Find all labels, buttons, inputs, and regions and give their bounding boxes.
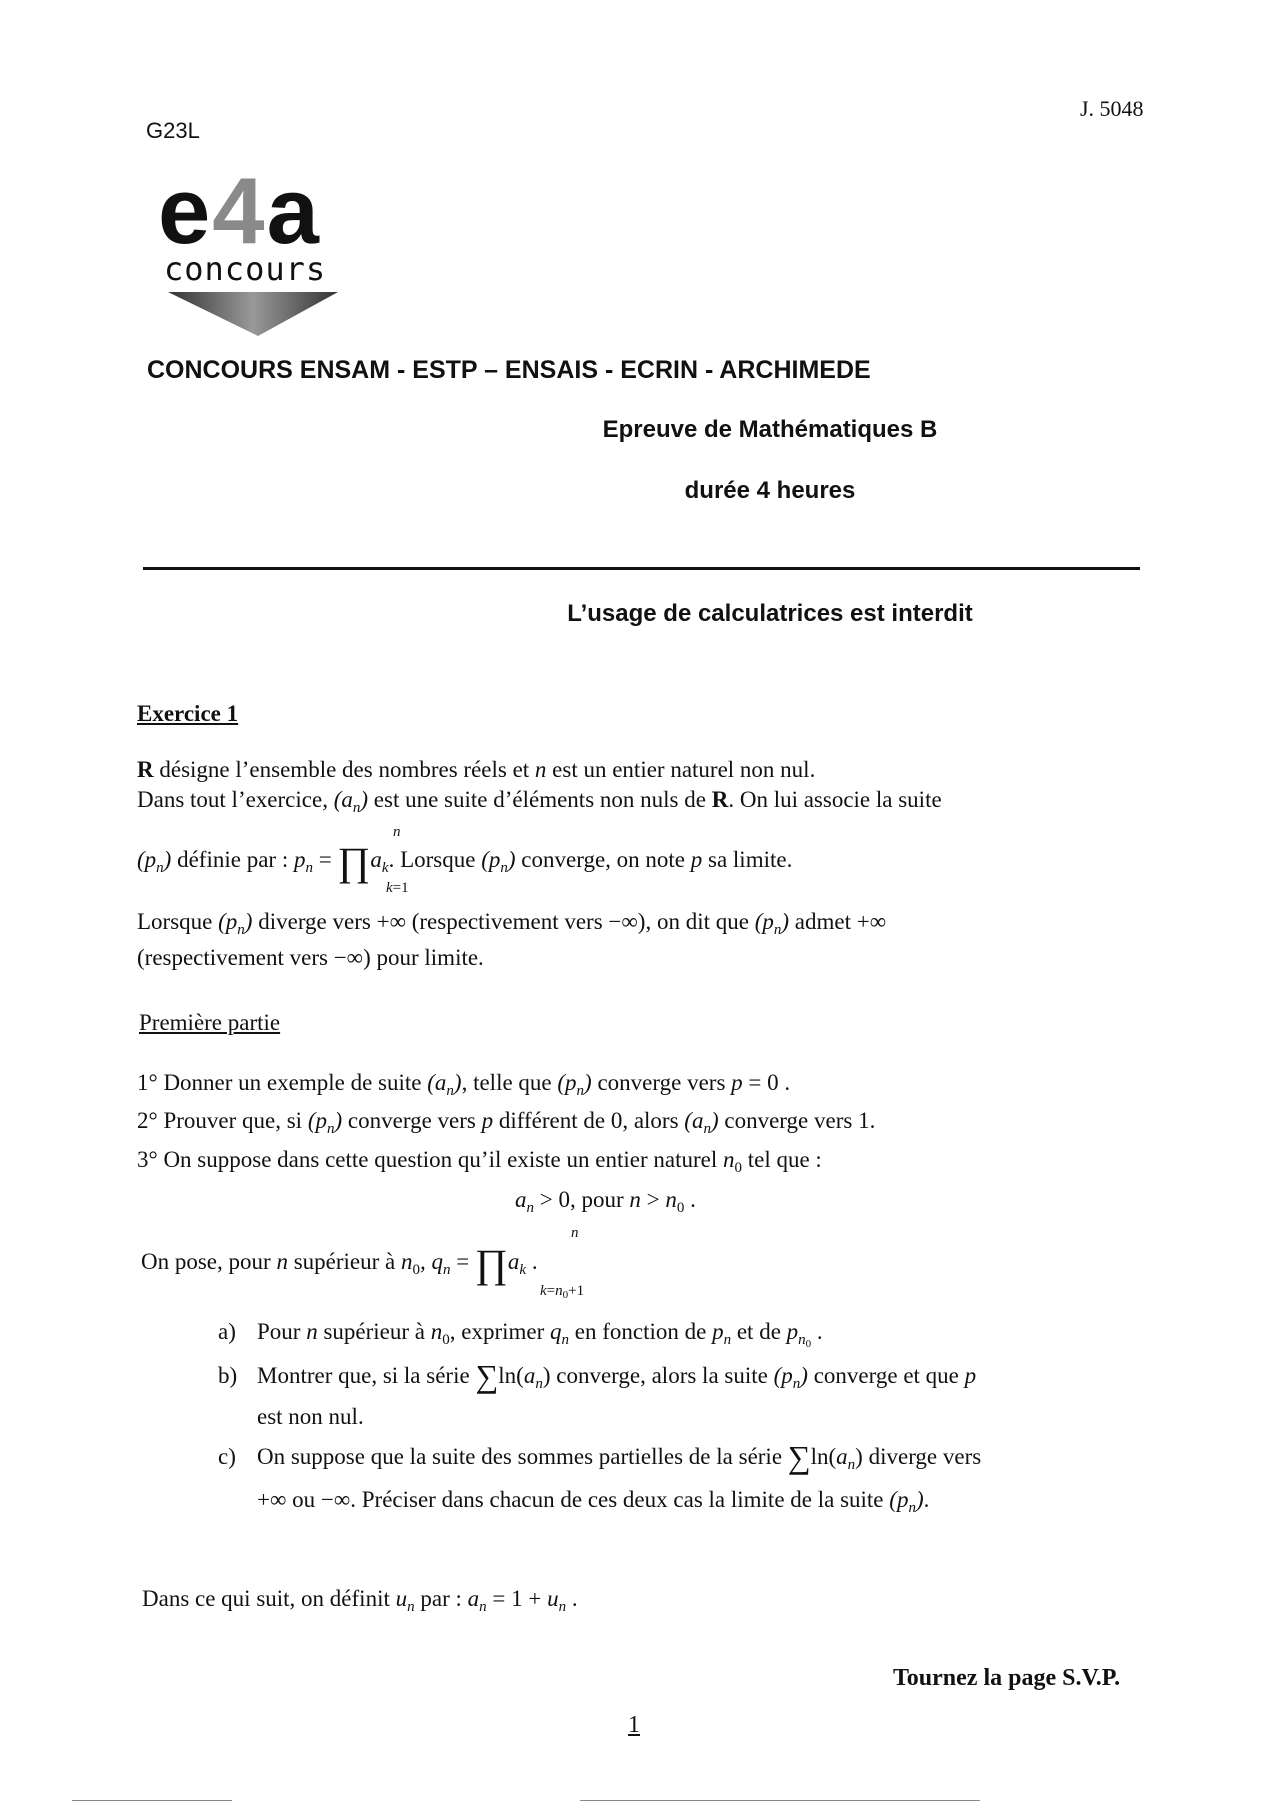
question-1: 1° Donner un exemple de suite $(a_n)$, telle que $(p_n)$ converge vers p = 0 .: [137, 1070, 791, 1099]
scan-artifact-left: [72, 1800, 232, 1801]
calculator-notice: L’usage de calculatrices est interdit: [567, 600, 973, 627]
subquestion-b-continued: est non nul.: [257, 1404, 364, 1429]
definition-un: Dans ce qui suit, on définit $u_n$ par : $a_n = 1 + u_n$ .: [142, 1586, 578, 1615]
subquestion-a: Pour n supérieur à $n_0$, exprimer $q_n$ en fonction de $p_n$ et de $p_{n_0}$ .: [257, 1319, 823, 1350]
turn-page-notice: Tournez la page S.V.P.: [893, 1665, 1121, 1691]
product-q-lower-bound: $k=n_0+1$: [540, 1283, 585, 1301]
limit-line-2: (respectivement vers −∞) pour limite.: [137, 945, 484, 970]
exam-duration: durée 4 heures: [684, 477, 856, 504]
subquestion-c-continued: +∞ ou −∞. Préciser dans chacun de ces deux cas la limite de la suite $(p_n)$.: [257, 1487, 930, 1516]
exercise-title: Exercice 1: [137, 701, 239, 726]
document-code-right: J. 5048: [1080, 96, 1144, 121]
subquestion-c-label: c): [218, 1444, 236, 1469]
subquestion-b: Montrer que, si la série $\sum\ln(a_n)$ converge, alors la suite $(p_n)$ converge et que p: [257, 1358, 977, 1394]
product-q-upper-bound: n: [571, 1225, 579, 1241]
product-definition: $(p_n)$ définie par : $p_n$ = $\prod a_k$. Lorsque $(p_n)$ converge, on note p sa limite.: [137, 839, 793, 884]
question-3-condition: $a_n > 0$, pour $n > n_0$ .: [515, 1187, 696, 1216]
question-2: 2° Prouver que, si $(p_n)$ converge vers p différent de 0, alors $(a_n)$ converge vers 1.: [137, 1108, 876, 1137]
limit-line-1: Lorsque $(p_n)$ diverge vers +∞ (respectivement vers −∞), on dit que $(p_n)$ admet +∞: [137, 909, 887, 938]
exam-title: Epreuve de Mathématiques B: [602, 416, 938, 443]
subquestion-a-label: a): [218, 1319, 236, 1344]
product-upper-bound: n: [393, 824, 401, 840]
question-3: 3° On suppose dans cette question qu’il existe un entier naturel $n_0$ tel que :: [137, 1147, 822, 1176]
scan-artifact-right: [580, 1800, 980, 1801]
page-number: 1: [628, 1712, 640, 1738]
e4a-logo: [158, 158, 373, 334]
subquestion-c: On suppose que la suite des sommes partielles de la série $\sum\ln(a_n)$ diverge vers: [257, 1439, 982, 1475]
logo-subtitle: concours: [164, 250, 327, 288]
intro-line-1: R désigne l’ensemble des nombres réels et n est un entier naturel non nul.: [137, 757, 816, 782]
part-title: Première partie: [139, 1010, 281, 1035]
definition-qn: On pose, pour n supérieur à $n_0$, $q_n$ = $\prod a_k$ .: [141, 1241, 538, 1286]
header-divider: [143, 567, 1140, 570]
logo-triangle-icon: [168, 292, 338, 336]
document-code-left: G23L: [146, 118, 200, 143]
intro-line-2: Dans tout l’exercice, $(a_n)$ est une suite d’éléments non nuls de R. On lui associe la suite: [137, 787, 942, 816]
product-lower-bound: k=1: [386, 880, 409, 896]
logo-wordmark: e4a: [158, 158, 321, 263]
subquestion-b-label: b): [218, 1363, 238, 1388]
competition-title: CONCOURS ENSAM - ESTP – ENSAIS - ECRIN - ARCHIMEDE: [147, 356, 871, 384]
